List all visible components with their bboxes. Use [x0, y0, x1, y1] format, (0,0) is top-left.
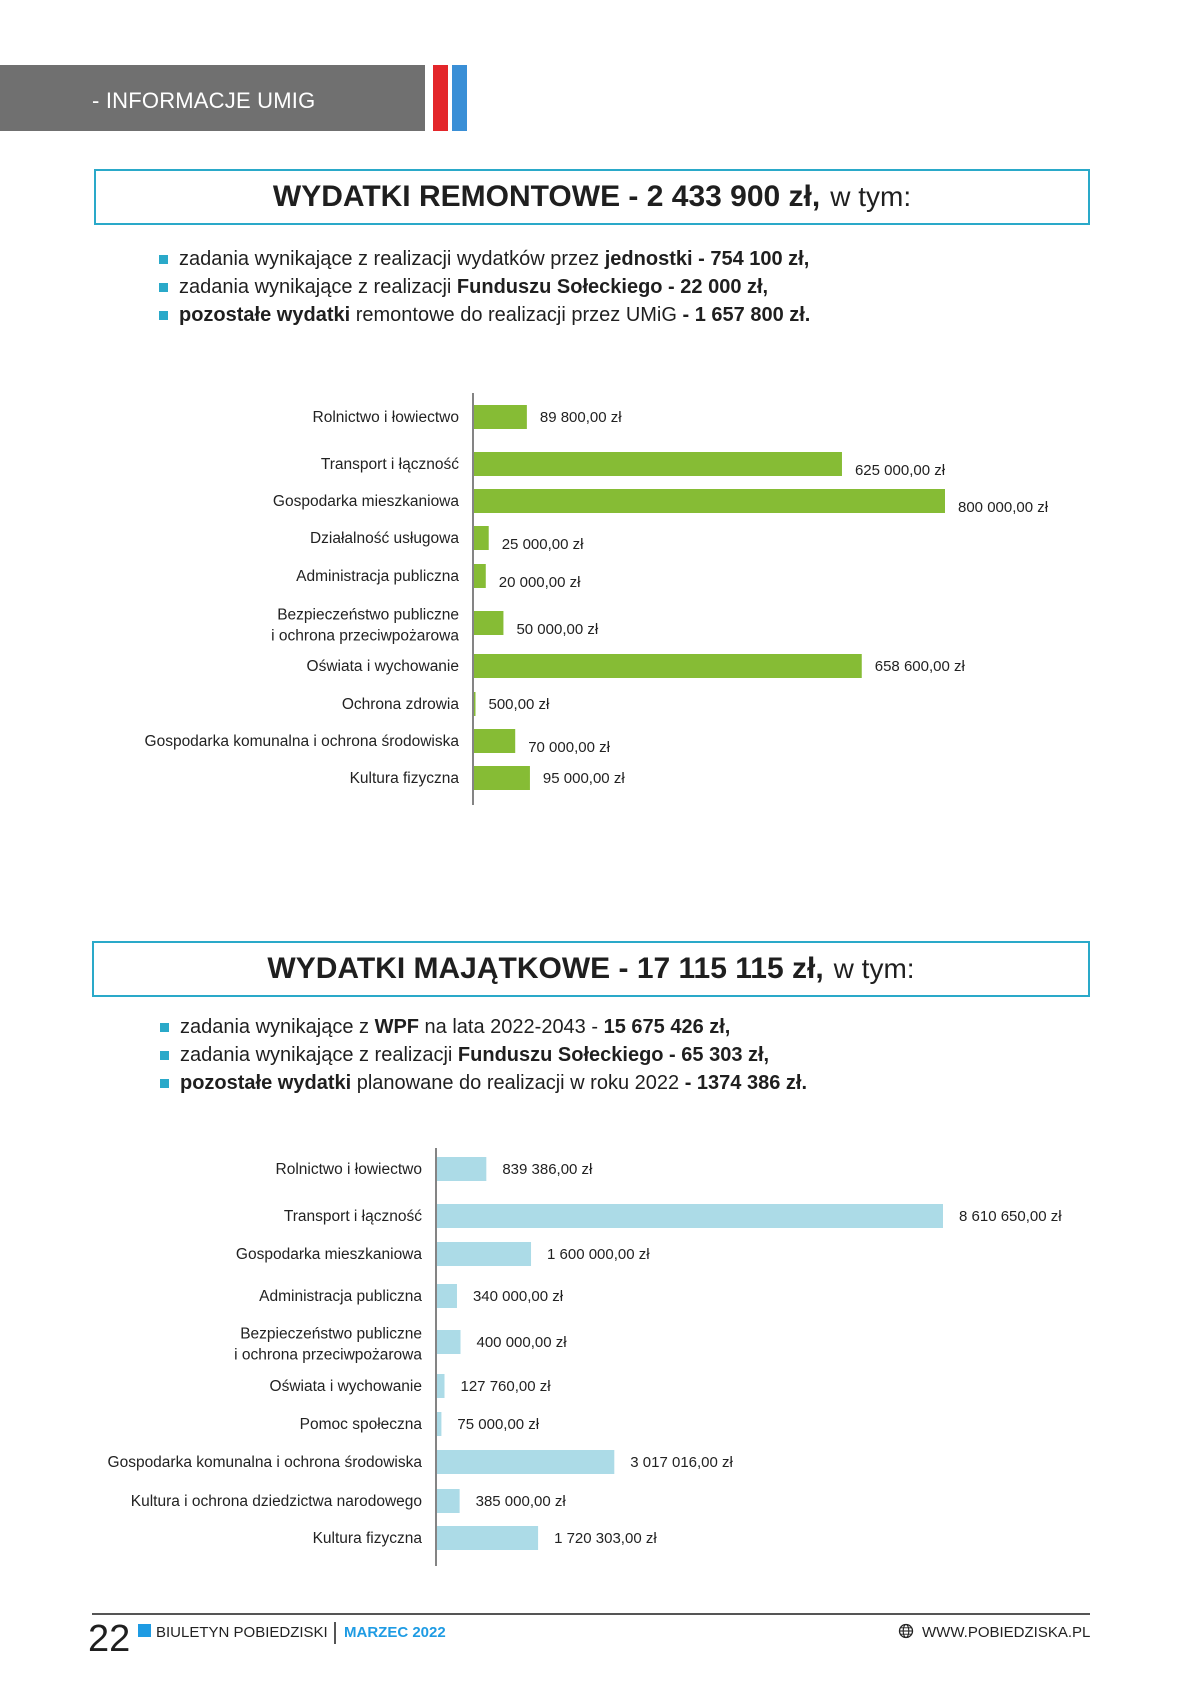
value-label: 95 000,00 zł: [542, 770, 625, 787]
website-link[interactable]: WWW.POBIEDZISKA.PL: [922, 1624, 1091, 1641]
bar: [437, 1284, 457, 1308]
bullet-text-segment: zadania wynikające z realizacji: [180, 1044, 458, 1066]
value-label: 70 000,00 zł: [528, 739, 610, 756]
header-red-stripe: [433, 65, 448, 131]
value-label: 800 000,00 zł: [958, 499, 1049, 516]
category-label: Bezpieczeństwo publiczne: [240, 1325, 422, 1343]
value-label: 1 600 000,00 zł: [547, 1246, 650, 1263]
value-label: 1 720 303,00 zł: [554, 1530, 657, 1547]
bullet-text-segment: zadania wynikające z realizacji: [179, 276, 457, 298]
bar: [437, 1450, 614, 1474]
category-label: Transport i łączność: [283, 1208, 422, 1225]
assets-bullet-3: [160, 1069, 807, 1097]
renovation-bar-chart: [0, 385, 1190, 805]
category-label: Rolnictwo i łowiectwo: [275, 1161, 422, 1178]
value-label: 75 000,00 zł: [457, 1416, 540, 1433]
page-number: 22: [88, 1618, 131, 1660]
value-label: 340 000,00 zł: [472, 1288, 564, 1305]
bullet-square-icon: [159, 255, 168, 264]
category-label: Gospodarka komunalna i ochrona środowiska: [144, 733, 459, 750]
category-label: Gospodarka mieszkaniowa: [235, 1246, 422, 1263]
category-label: i ochrona przeciwpożarowa: [271, 627, 459, 645]
renovation-title: WYDATKI REMONTOWE - 2 433 900 zł,: [272, 180, 821, 213]
bar: [474, 654, 862, 678]
bar: [437, 1242, 531, 1266]
publication-name: BIULETYN POBIEDZISKI: [156, 1624, 328, 1641]
bar: [474, 526, 489, 550]
value-label: 400 000,00 zł: [476, 1334, 567, 1351]
bullet-square-icon: [160, 1023, 169, 1032]
assets-bullet-2: [160, 1041, 807, 1069]
value-label: 839 386,00 zł: [502, 1161, 593, 1178]
category-label: Kultura fizyczna: [312, 1530, 422, 1547]
renovation-bullet-1: [159, 245, 810, 273]
bar: [437, 1204, 943, 1228]
bar: [474, 611, 503, 635]
bar: [437, 1489, 460, 1513]
category-label: Działalność usługowa: [309, 530, 459, 547]
value-label: 385 000,00 zł: [475, 1493, 566, 1510]
category-label: Administracja publiczna: [296, 568, 459, 585]
category-label: Ochrona zdrowia: [341, 696, 459, 713]
globe-icon: [898, 1623, 914, 1639]
renovation-title-box: [94, 169, 1090, 225]
bullet-text-segment: pozostałe wydatki: [180, 1072, 352, 1094]
bullet-text-segment: planowane do realizacji w roku 2022: [351, 1072, 685, 1094]
assets-bar-chart: [0, 1140, 1190, 1570]
bullet-square-icon: [159, 283, 168, 292]
category-label: Rolnictwo i łowiectwo: [312, 409, 459, 426]
bullet-square-icon: [160, 1051, 169, 1060]
bullet-text-segment: - 1 657 800 zł.: [682, 304, 811, 326]
category-label: Transport i łączność: [320, 456, 459, 473]
bar: [437, 1157, 486, 1181]
bullet-text-segment: Funduszu Sołeckiego - 22 000 zł,: [456, 276, 769, 298]
value-label: 127 760,00 zł: [460, 1378, 551, 1395]
value-label: 50 000,00 zł: [516, 621, 599, 638]
header-blue-stripe: [452, 65, 467, 131]
assets-bullet-list: [160, 1013, 807, 1097]
bar: [474, 766, 530, 790]
category-label: Oświata i wychowanie: [269, 1378, 422, 1395]
renovation-title-suffix: w tym:: [830, 181, 912, 212]
category-label: Kultura i ochrona dziedzictwa narodowego: [130, 1493, 422, 1510]
renovation-bullet-2: [159, 273, 810, 301]
issue-month: MARZEC 2022: [344, 1624, 446, 1641]
bullet-text-segment: zadania wynikające z realizacji wydatków przez: [179, 248, 605, 270]
assets-title-suffix: w tym:: [833, 953, 915, 984]
bullet-text-segment: 15 675 426 zł,: [603, 1016, 731, 1038]
bar: [474, 452, 842, 476]
bar: [437, 1412, 441, 1436]
value-label: 25 000,00 zł: [501, 536, 584, 553]
bullet-text-segment: Funduszu Sołeckiego - 65 303 zł,: [457, 1044, 770, 1066]
assets-title: WYDATKI MAJĄTKOWE - 17 115 115 zł,: [267, 952, 824, 985]
bullet-square-icon: [160, 1079, 169, 1088]
category-label: Bezpieczeństwo publiczne: [277, 606, 459, 624]
bar: [474, 489, 945, 513]
value-label: 3 017 016,00 zł: [630, 1454, 733, 1471]
footer-rule: [92, 1613, 1090, 1615]
bullet-square-icon: [159, 311, 168, 320]
bar: [474, 692, 476, 716]
assets-title-box: [92, 941, 1090, 997]
renovation-bullet-list: [159, 245, 810, 329]
assets-bullet-1: [160, 1013, 807, 1041]
bullet-text-segment: WPF: [374, 1016, 419, 1038]
category-label: Gospodarka mieszkaniowa: [272, 493, 459, 510]
category-label: Kultura fizyczna: [349, 770, 459, 787]
bullet-text-segment: - 1374 386 zł.: [684, 1072, 808, 1094]
value-label: 625 000,00 zł: [854, 462, 946, 479]
bar: [474, 729, 515, 753]
bar: [437, 1330, 461, 1354]
value-label: 89 800,00 zł: [539, 409, 622, 426]
category-label: Pomoc społeczna: [299, 1416, 422, 1433]
bullet-text-segment: remontowe do realizacji przez UMiG: [350, 304, 683, 326]
bar: [437, 1374, 445, 1398]
category-label: Administracja publiczna: [259, 1288, 422, 1305]
footer-square-icon: [138, 1624, 151, 1637]
bullet-text-segment: na lata 2022-2043 -: [419, 1016, 604, 1038]
bullet-text-segment: pozostałe wydatki: [179, 304, 351, 326]
bullet-text-segment: jednostki - 754 100 zł,: [604, 248, 810, 270]
bullet-text-segment: zadania wynikające z: [180, 1016, 375, 1038]
section-header-label: - INFORMACJE UMIG: [92, 88, 316, 113]
bar: [474, 564, 486, 588]
value-label: 8 610 650,00 zł: [959, 1208, 1062, 1225]
value-label: 658 600,00 zł: [874, 658, 965, 675]
footer-separator: [334, 1622, 336, 1644]
bar: [437, 1526, 538, 1550]
value-label: 500,00 zł: [488, 696, 550, 713]
bar: [474, 405, 527, 429]
category-label: Oświata i wychowanie: [306, 658, 459, 675]
value-label: 20 000,00 zł: [498, 574, 581, 591]
category-label: i ochrona przeciwpożarowa: [234, 1346, 422, 1364]
renovation-bullet-3: [159, 301, 810, 329]
category-label: Gospodarka komunalna i ochrona środowiska: [107, 1454, 422, 1471]
